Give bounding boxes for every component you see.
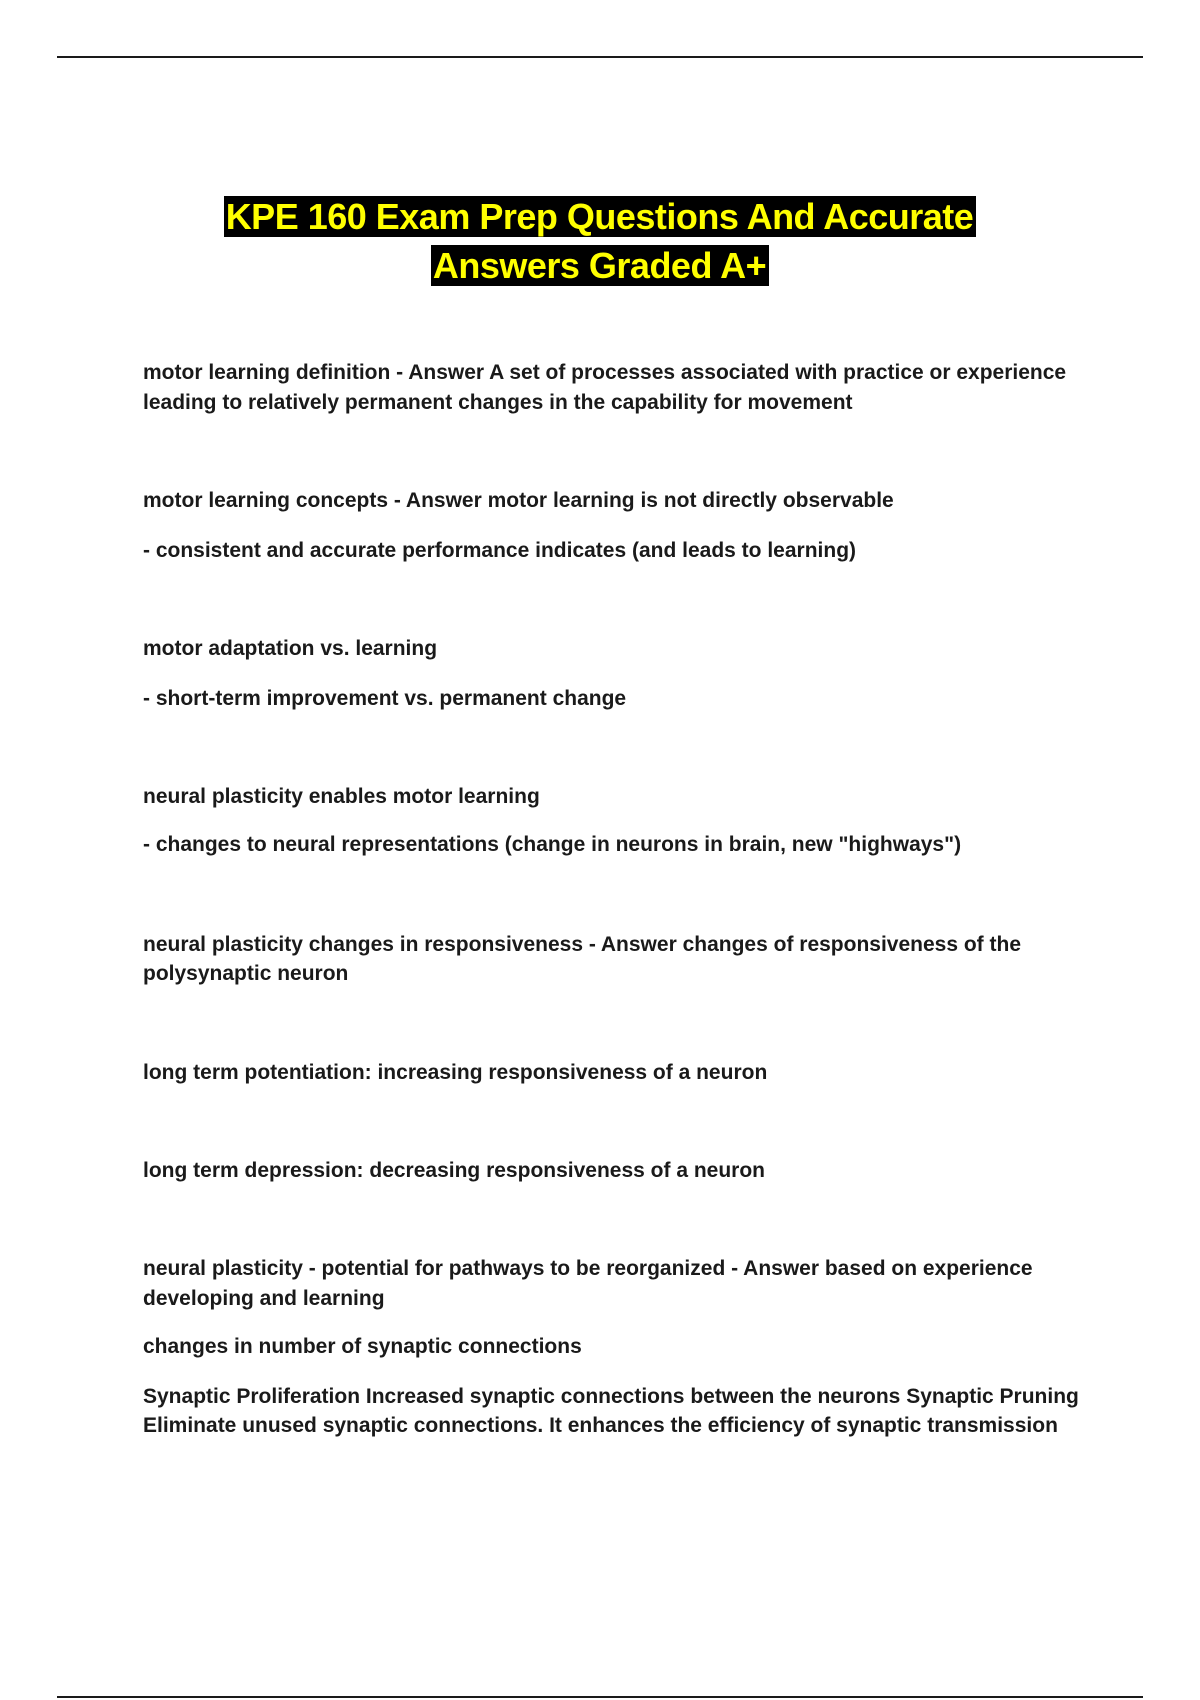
title-highlight-2: Answers Graded A+ — [431, 245, 769, 286]
entry-long-term-potentiation — [143, 1058, 1083, 1088]
entry-text: long term depression: decreasing responsiveness of a neuron — [143, 1159, 766, 1182]
entry-text: long term potentiation: increasing responsiveness of a neuron — [143, 1061, 768, 1084]
entry-text: Synaptic Proliferation Increased synaptic connections between the neurons Synaptic Pruning Eliminate unused synaptic connections. It enhances the efficiency of synaptic transmission — [143, 1385, 1079, 1437]
entry-text: motor learning definition - Answer A set of processes associated with practice or experience leading to relatively permanent changes in the capability for movement — [143, 361, 1067, 414]
entry-motor-learning-definition — [143, 358, 1083, 418]
entry-text: changes in number of synaptic connections — [143, 1335, 582, 1358]
document-body — [143, 358, 1083, 1440]
entry-text: - short-term improvement vs. permanent change — [143, 687, 627, 710]
title-highlight-1: KPE 160 Exam Prep Questions And Accurate — [224, 196, 977, 237]
header-rule — [57, 56, 1143, 58]
entry-text: - changes to neural representations (change in neurons in brain, new "highways") — [143, 833, 962, 856]
entry-text: motor learning concepts - Answer motor learning is not directly observable — [143, 489, 894, 512]
entry-text: neural plasticity enables motor learning — [143, 785, 540, 808]
entry-neural-plasticity-responsiveness — [143, 930, 1083, 988]
document-title — [0, 192, 1200, 290]
footer-rule — [57, 1696, 1143, 1698]
entry-motor-adaptation — [143, 634, 1083, 714]
entry-text: neural plasticity changes in responsiveness - Answer changes of responsiveness of the polysynaptic neuron — [143, 933, 1022, 985]
entry-long-term-depression — [143, 1156, 1083, 1186]
title-line-1 — [0, 192, 1200, 241]
entry-text: - consistent and accurate performance indicates (and leads to learning) — [143, 539, 857, 562]
entry-text: neural plasticity - potential for pathways to be reorganized - Answer based on experience developing and learning — [143, 1257, 1033, 1310]
entry-neural-plasticity-pathways — [143, 1254, 1083, 1440]
entry-text: motor adaptation vs. learning — [143, 637, 438, 660]
title-line-2 — [0, 241, 1200, 290]
entry-neural-plasticity-enables — [143, 782, 1083, 860]
entry-motor-learning-concepts — [143, 486, 1083, 566]
